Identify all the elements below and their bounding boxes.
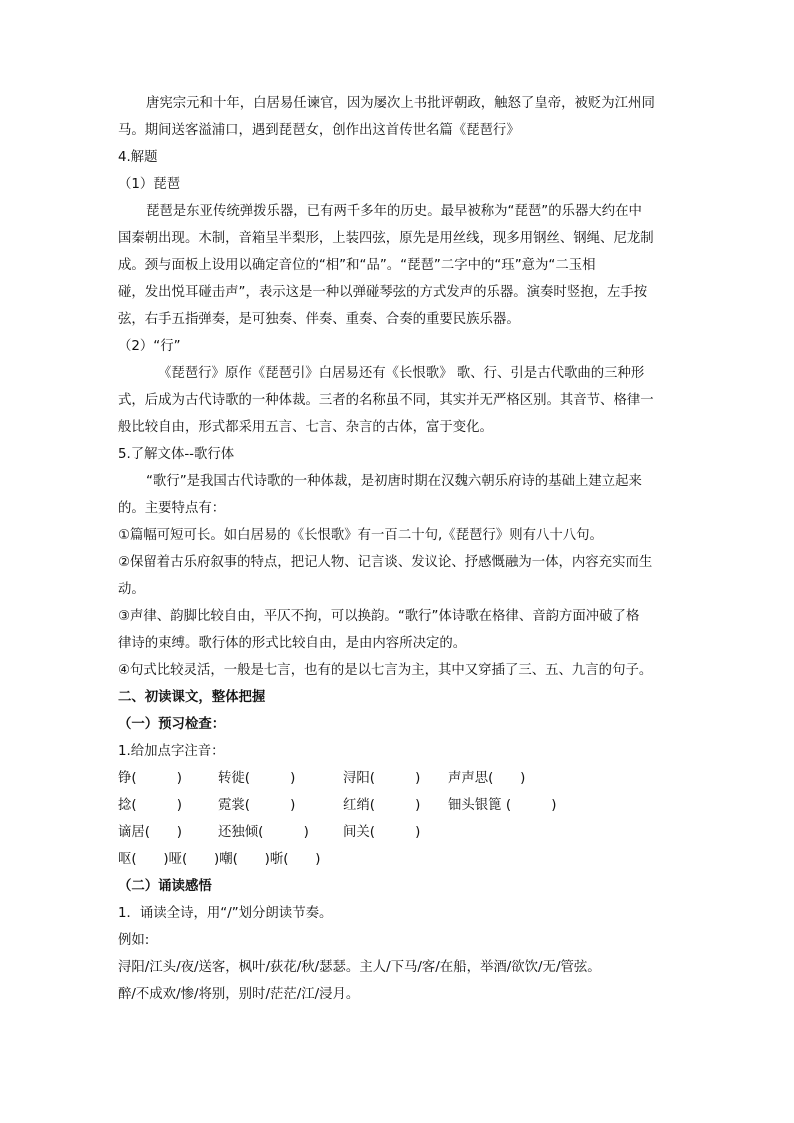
pinyin-item: 捻( ) — [118, 798, 183, 813]
pinyin-item: 间关( ) — [343, 825, 421, 840]
wenti-line-2: 的。主要特点有： — [118, 501, 226, 516]
wenti-line-5: 动。 — [118, 582, 145, 597]
wenti-line-1: “歌行”是我国古代诗歌的一种体裁，是初唐时期在汉魏六朝乐府诗的基础上建立起来 — [146, 474, 642, 489]
pipa-line-3: 成。颈与面板上设用以确定音位的“相”和“品”。“琵琶”二字中的“珏”意为“二玉相 — [118, 258, 596, 273]
pinyin-item: 红绡( ) — [343, 798, 421, 813]
wenti-line-3: ①篇幅可短可长。如白居易的《长恨歌》有一百二十句,《琵琶行》则有八十八句。 — [118, 528, 603, 543]
pipa-line-5: 弦，右手五指弹奏，是可独奏、伴奏、重奏、合奏的重要民族乐器。 — [118, 312, 520, 327]
subheading-pipa: （1）琵琶 — [118, 177, 181, 192]
pinyin-item: 浔阳( ) — [343, 771, 421, 786]
pinyin-item: 声声思( ) — [448, 771, 526, 786]
wenti-line-4: ②保留着古乐府叙事的特点，把记人物、记言谈、发议论、抒感慨融为一体，内容充实而生 — [118, 555, 653, 570]
pipa-line-2: 国秦朝出现。木制，音箱呈半梨形，上装四弦，原先是用丝线，现多用钢丝、钢绳、尼龙制 — [118, 231, 654, 246]
wenti-line-8: ④句式比较灵活，一般是七言，也有的是以七言为主，其中又穿插了三、五、九言的句子。 — [118, 663, 653, 678]
pinyin-item: 钿头银篦 ( ) — [448, 798, 557, 813]
pinyin-item: 谪居( ) — [118, 825, 183, 840]
pinyin-item: 铮( ) — [118, 771, 183, 786]
pinyin-item: 还独倾( ) — [218, 825, 309, 840]
background-paragraph-line-1: 唐宪宗元和十年，白居易任谏官，因为屡次上书批评朝政，触怒了皇帝，被贬为江州同 — [146, 96, 655, 111]
xing-line-1: 《琵琶行》原作《琵琶引》白居易还有《长恨歌》 歌、行、引是古代歌曲的三种形 — [158, 366, 645, 381]
pinyin-row-4: 呕( )哑( )嘲( )哳( ) — [118, 852, 321, 867]
subheading-xing: （2）“行” — [118, 339, 181, 354]
pinyin-item: 霓裳( ) — [218, 798, 296, 813]
example-line-2: 醉/不成欢/惨/将别，别时/茫茫/江/浸月。 — [118, 987, 360, 1002]
wenti-line-7: 律诗的束缚。歌行体的形式比较自由，是由内容所决定的。 — [118, 636, 467, 651]
wenti-line-6: ③声律、韵脚比较自由，平仄不拘，可以换韵。“歌行”体诗歌在格律、音韵方面冲破了格 — [118, 609, 640, 624]
section-heading-wenti: 5.了解文体--歌行体 — [118, 447, 235, 462]
pipa-line-4: 碰，发出悦耳碰击声”，表示这是一种以弹碰琴弦的方式发声的乐器。演奏时竖抱，左手按 — [118, 285, 648, 300]
pinyin-item: 转徙( ) — [218, 771, 296, 786]
subheading-preview-check: （一）预习检查： — [118, 717, 226, 732]
subheading-recite: （二）诵读感悟 — [118, 879, 212, 894]
section-heading-jieti: 4.解题 — [118, 150, 158, 165]
section-heading-2: 二、初读课文，整体把握 — [118, 690, 266, 705]
question-2: 1．诵读全诗，用“/”划分朗读节奏。 — [118, 906, 333, 921]
xing-line-3: 般比较自由，形式都采用五言、七言、杂言的古体，富于变化。 — [118, 420, 493, 435]
background-paragraph-line-2: 马。期间送客溢浦口，遇到琵琶女，创作出这首传世名篇《琵琶行》 — [118, 123, 520, 138]
question-1: 1.给加点字注音： — [118, 744, 225, 759]
pipa-line-1: 琵琶是东亚传统弹拨乐器，已有两千多年的历史。最早被称为“琵琶”的乐器大约在中 — [146, 204, 642, 219]
xing-line-2: 式，后成为古代诗歌的一种体裁。三者的名称虽不同，其实并无严格区别。其音节、格律一 — [118, 393, 654, 408]
example-line-1: 浔阳/江头/夜/送客，枫叶/荻花/秋/瑟瑟。主人/下马/客/在船，举酒/欲饮/无/管弦。 — [118, 960, 601, 975]
example-label: 例如: — [118, 933, 150, 948]
